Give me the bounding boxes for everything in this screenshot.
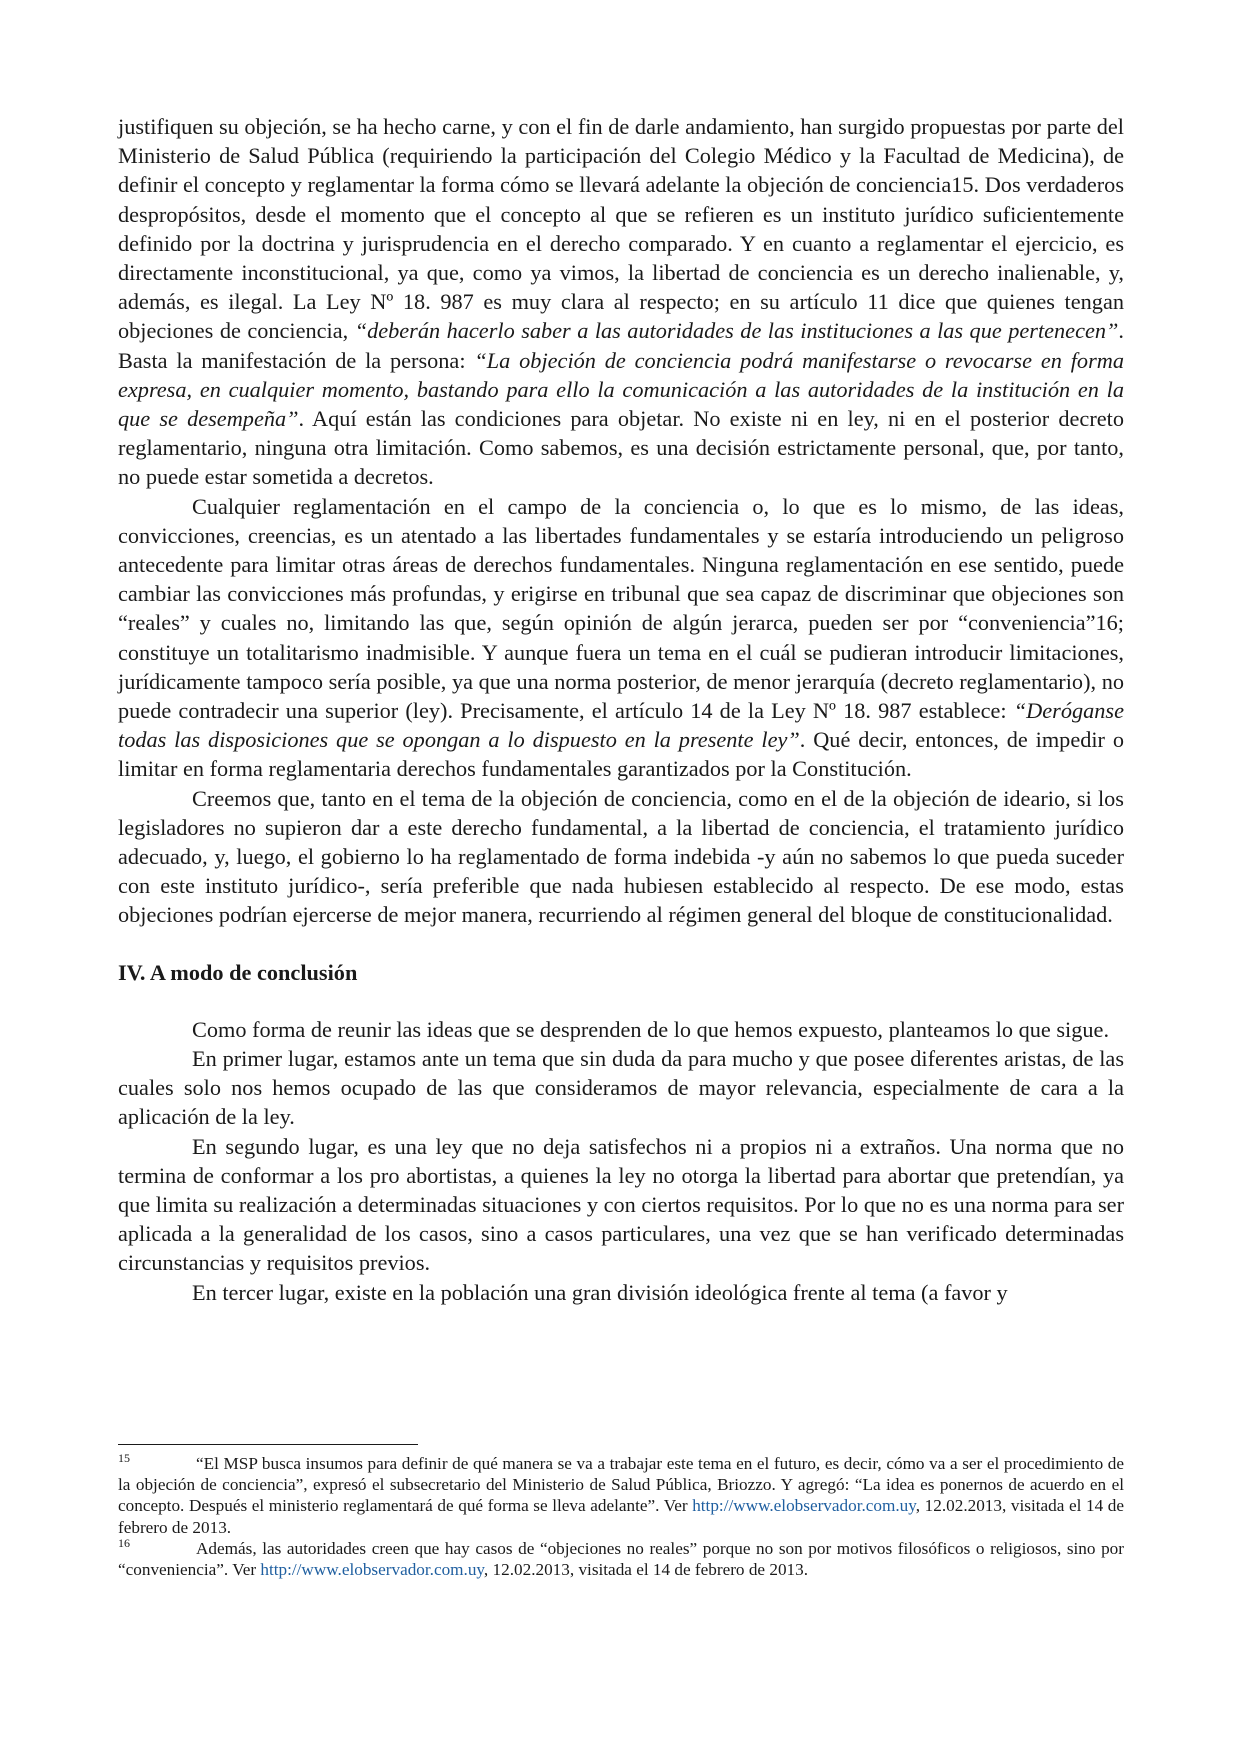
paragraph-5: En primer lugar, estamos ante un tema que sin duda da para mucho y que posee diferentes aristas, de las cuales solo nos hemos ocupado de las que consideramos de mayor relevancia, especialmente de cara a la aplicación de la ley. — [118, 1045, 1124, 1130]
footnote-link[interactable]: http://www.elobservador.com.uy — [260, 1560, 484, 1580]
footnote-separator — [118, 1444, 418, 1445]
footnote-text-end: , 12.02.2013, visitada el 14 de febrero de 2013. — [483, 1560, 809, 1580]
paragraph-7: En tercer lugar, existe en la población una gran división ideológica frente al tema (a favor y — [192, 1279, 1008, 1305]
paragraph-1-text-c: . Basta la manifestación de la persona: — [118, 318, 1124, 373]
footnote-text: Además, las autoridades creen que hay casos de “objeciones no reales” porque no son por motivos filosóficos o religiosos, sino por “conveniencia”. Ver — [118, 1538, 1124, 1580]
footnote-text: “El MSP busca insumos para definir de qué manera se va a trabajar este tema en el futuro, es decir, cómo va a ser el procedimiento de la objeción de conciencia”, expresó el subsecretario del Ministerio de Salud Pública, Briozzo. Y agregó: “La idea es ponernos de acuerdo en el concepto. Después el ministerio reglamentará de qué forma se lleva adelante”. Ver — [118, 1454, 1124, 1516]
page-body — [118, 112, 1124, 1307]
quote-article-14: “Deróganse todas las disposiciones que se opongan a lo dispuesto en la presente ley” — [118, 698, 1124, 753]
paragraph-1-text-e: . Aquí están las condiciones para objetar. No existe ni en ley, ni en el posterior decreto reglamentario, ninguna otra limitación. Como sabemos, es una decisión estrictamente personal, que, por tanto, no puede estar sometida a decretos. — [118, 406, 1124, 490]
paragraph-4: Como forma de reunir las ideas que se desprenden de lo que hemos expuesto, planteamos lo que sigue. — [192, 1016, 1110, 1042]
footnote-15 — [118, 1453, 1124, 1538]
footnote-number: 16 — [118, 1535, 130, 1550]
footnotes — [118, 1444, 1124, 1580]
section-heading: IV. A modo de conclusión — [118, 959, 358, 985]
quote-article-11: “deberán hacerlo saber a las autoridades de las instituciones a las que pertenecen” — [354, 318, 1119, 344]
quote-manifestation: “La objeción de conciencia podrá manifestarse o revocarse en forma expresa, en cualquier momento, bastando para ello la comunicación a las autoridades de la institución en la que se desempeña” — [118, 347, 1124, 432]
paragraph-2 — [118, 492, 1124, 784]
paragraph-1-text-a: justifiquen su objeción, se ha hecho carne, y con el fin de darle andamiento, han surgido propuestas por parte del Ministerio de Salud Pública (requiriendo la participación del Colegio Médico y la Facultad de Medicina), de definir el concepto y reglamentar la forma cómo se llevará adelante la objeción de conciencia15. Dos verdaderos despropósitos, desde el momento que el concepto al que se refieren es un instituto jurídico suficientemente definido por la doctrina y jurisprudencia en el derecho comparado. Y en cuanto a reglamentar el ejercicio, es directamente inconstitucional, ya que, como ya vimos, la libertad de conciencia es un derecho inalienable, y, además, es ilegal. La Ley Nº 18. 987 es muy clara al respecto; en su artículo 11 dice que quienes tengan objeciones de conciencia, — [118, 114, 1125, 344]
paragraph-6: En segundo lugar, es una ley que no deja satisfechos ni a propios ni a extraños. Una norma que no termina de conformar a los pro abortistas, a quienes la ley no otorga la libertad para abortar que pretendían, ya que limita su realización a determinadas situaciones y con ciertos requisitos. Por lo que no es una norma para ser aplicada a la generalidad de los casos, sino a casos particulares, una vez que se han verificado determinadas circunstancias y requisitos previos. — [118, 1133, 1124, 1276]
paragraph-2-text-c: . Qué decir, entonces, de impedir o limitar en forma reglamentaria derechos fundamentales garantizados por la Constitución. — [118, 727, 1124, 782]
paragraph-1 — [118, 112, 1124, 492]
paragraph-3: Creemos que, tanto en el tema de la objeción de conciencia, como en el de la objeción de ideario, si los legisladores no supieron dar a este derecho fundamental, a la libertad de conciencia, el tratamiento jurídico adecuado, y, luego, el gobierno lo ha reglamentado de forma indebida -y aún no sabemos lo que pueda suceder con este instituto jurídico-, sería preferible que nada hubiesen establecido al respecto. De ese modo, estas objeciones podrían ejercerse de mejor manera, recurriendo al régimen general del bloque de constitucionalidad. — [118, 785, 1124, 928]
footnote-text-end: , 12.02.2013, visitada el 14 de febrero de 2013. — [118, 1496, 1124, 1537]
footnote-number: 15 — [118, 1451, 130, 1465]
footnote-link[interactable]: http://www.elobservador.com.uy — [692, 1496, 916, 1516]
paragraph-2-text-a: Cualquier reglamentación en el campo de la conciencia o, lo que es lo mismo, de las ideas, convicciones, creencias, es un atentado a las libertades fundamentales y se estaría introduciendo un peligroso antecedente para limitar otras áreas de derechos fundamentales. Ninguna reglamentación en ese sentido, puede cambiar las convicciones más profundas, y erigirse en tribunal que sea capaz de discriminar que objeciones son “reales” y cuales no, limitando las que, según opinión de algún jerarca, pueden ser por “conveniencia”16; constituye un totalitarismo inadmisible. Y aunque fuera un tema en el cuál se pudieran introducir limitaciones, jurídicamente tampoco sería posible, ya que una norma posterior, de menor jerarquía (decreto reglamentario), no puede contradecir una superior (ley). Precisamente, el artículo 14 de la Ley Nº 18. 987 establece: — [118, 493, 1124, 724]
footnote-16 — [118, 1535, 1124, 1580]
